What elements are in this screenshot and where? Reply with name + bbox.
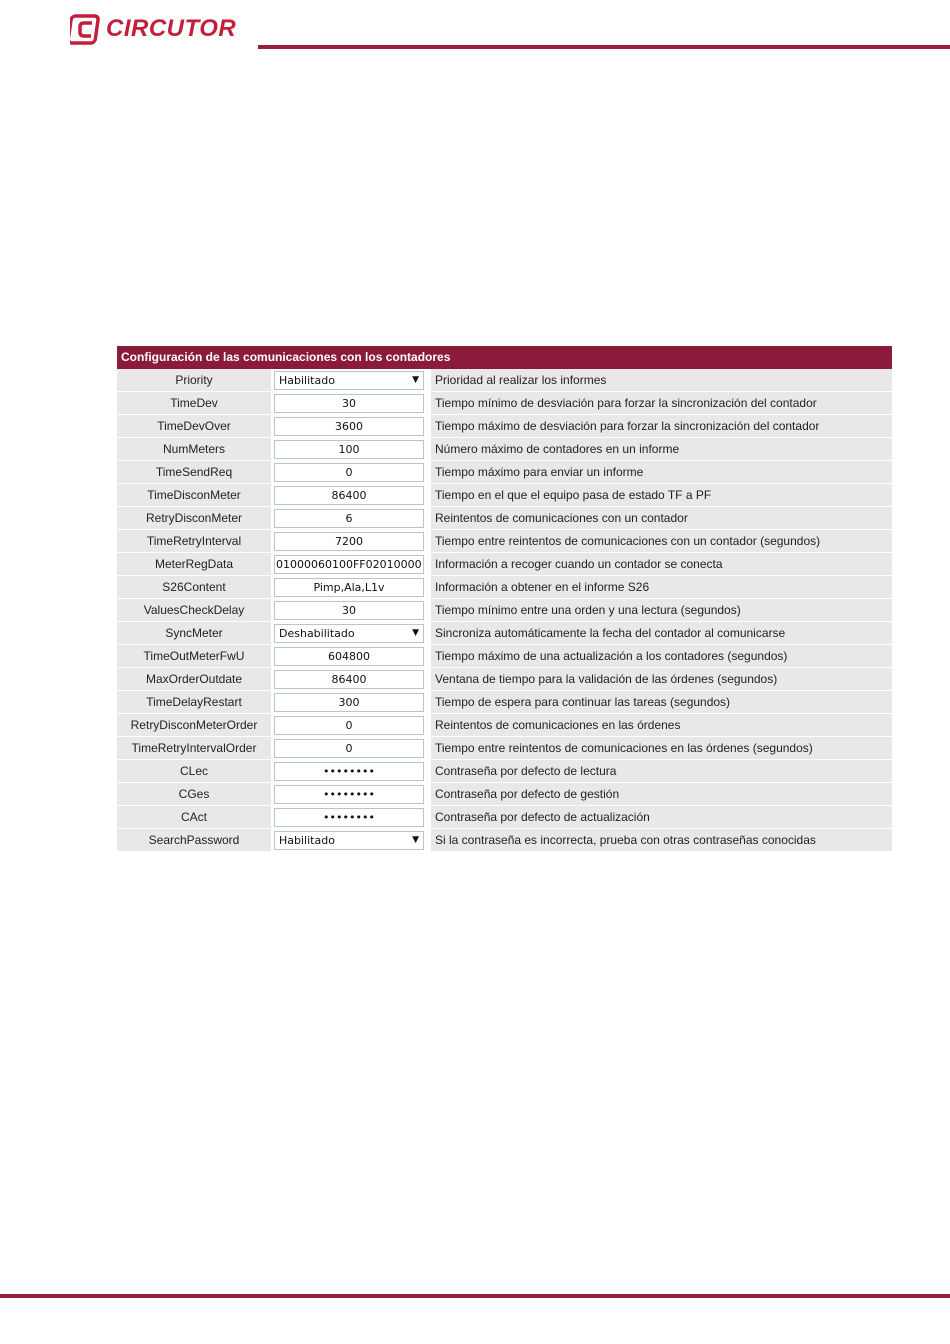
param-input-cell — [274, 461, 428, 484]
maxorderoutdate-input[interactable] — [274, 670, 424, 689]
searchpassword-select[interactable] — [274, 831, 424, 850]
param-label: MaxOrderOutdate — [117, 668, 271, 691]
param-input-cell — [274, 438, 428, 461]
param-input-cell — [274, 760, 428, 783]
config-row-timedisconmeter — [117, 484, 892, 507]
param-input-cell — [274, 484, 428, 507]
param-label: CLec — [117, 760, 271, 783]
nummeters-input[interactable] — [274, 440, 424, 459]
param-label: CGes — [117, 783, 271, 806]
clec-password-field[interactable] — [274, 762, 424, 781]
param-description: Tiempo de espera para continuar las tareas (segundos) — [431, 691, 892, 714]
meterregdata-input[interactable] — [274, 555, 424, 574]
param-input-cell — [274, 369, 428, 392]
config-row-priority — [117, 369, 892, 392]
config-row-retrydisconmeterorder — [117, 714, 892, 737]
param-input-cell — [274, 737, 428, 760]
config-row-s26content — [117, 576, 892, 599]
param-description: Ventana de tiempo para la validación de las órdenes (segundos) — [431, 668, 892, 691]
timedev-input[interactable] — [274, 394, 424, 413]
timeoutmeterfwu-input[interactable] — [274, 647, 424, 666]
panel-title: Configuración de las comunicaciones con los contadores — [117, 346, 892, 369]
param-description: Tiempo máximo para enviar un informe — [431, 461, 892, 484]
config-row-timedevover — [117, 415, 892, 438]
config-row-maxorderoutdate — [117, 668, 892, 691]
param-label: TimeDelayRestart — [117, 691, 271, 714]
param-description: Tiempo máximo de desviación para forzar la sincronización del contador — [431, 415, 892, 438]
footer-rule — [0, 1294, 950, 1298]
param-input-cell — [274, 714, 428, 737]
param-description: Información a recoger cuando un contador se conecta — [431, 553, 892, 576]
param-label: Priority — [117, 369, 271, 392]
brand-name: CIRCUTOR — [106, 15, 237, 42]
param-description: Información a obtener en el informe S26 — [431, 576, 892, 599]
param-description: Tiempo mínimo de desviación para forzar la sincronización del contador — [431, 392, 892, 415]
timedevover-input[interactable] — [274, 417, 424, 436]
param-label: MeterRegData — [117, 553, 271, 576]
config-row-clec — [117, 760, 892, 783]
dropdown-arrow-icon[interactable]: ▼ — [412, 375, 419, 385]
config-row-meterregdata — [117, 553, 892, 576]
param-input-cell — [274, 691, 428, 714]
param-description: Número máximo de contadores en un informe — [431, 438, 892, 461]
param-description: Tiempo en el que el equipo pasa de estado TF a PF — [431, 484, 892, 507]
param-input-cell — [274, 415, 428, 438]
select-value: Habilitado — [279, 834, 335, 847]
param-label: S26Content — [117, 576, 271, 599]
config-row-nummeters — [117, 438, 892, 461]
param-description: Si la contraseña es incorrecta, prueba con otras contraseñas conocidas — [431, 829, 892, 852]
param-input-cell — [274, 806, 428, 829]
circutor-logo — [70, 12, 236, 46]
retrydisconmeterorder-input[interactable] — [274, 716, 424, 735]
param-description: Sincroniza automáticamente la fecha del contador al comunicarse — [431, 622, 892, 645]
config-row-timedev — [117, 392, 892, 415]
valuescheckdelay-input[interactable] — [274, 601, 424, 620]
config-row-searchpassword — [117, 829, 892, 852]
config-row-timeretryinterval — [117, 530, 892, 553]
select-value: Deshabilitado — [279, 627, 355, 640]
config-row-timeretryintervalorder — [117, 737, 892, 760]
timeretryinterval-input[interactable] — [274, 532, 424, 551]
retrydisconmeter-input[interactable] — [274, 509, 424, 528]
cges-password-field[interactable] — [274, 785, 424, 804]
meter-communications-config-panel — [117, 346, 892, 852]
dropdown-arrow-icon[interactable]: ▼ — [412, 835, 419, 845]
param-description: Tiempo mínimo entre una orden y una lectura (segundos) — [431, 599, 892, 622]
syncmeter-select[interactable] — [274, 624, 424, 643]
param-description: Reintentos de comunicaciones en las órdenes — [431, 714, 892, 737]
config-row-cges — [117, 783, 892, 806]
param-label: TimeDev — [117, 392, 271, 415]
param-label: CAct — [117, 806, 271, 829]
param-label: SearchPassword — [117, 829, 271, 852]
param-description: Contraseña por defecto de actualización — [431, 806, 892, 829]
param-label: SyncMeter — [117, 622, 271, 645]
timedelayrestart-input[interactable] — [274, 693, 424, 712]
param-input-cell — [274, 530, 428, 553]
config-row-syncmeter — [117, 622, 892, 645]
param-input-cell — [274, 829, 428, 852]
param-description: Contraseña por defecto de lectura — [431, 760, 892, 783]
select-value: Habilitado — [279, 374, 335, 387]
config-row-valuescheckdelay — [117, 599, 892, 622]
param-label: RetryDisconMeterOrder — [117, 714, 271, 737]
param-label: ValuesCheckDelay — [117, 599, 271, 622]
param-input-cell — [274, 599, 428, 622]
header-rule — [258, 45, 950, 49]
param-label: NumMeters — [117, 438, 271, 461]
param-input-cell — [274, 783, 428, 806]
config-row-cact — [117, 806, 892, 829]
param-description: Tiempo máximo de una actualización a los contadores (segundos) — [431, 645, 892, 668]
config-row-timesendreq — [117, 461, 892, 484]
param-input-cell — [274, 507, 428, 530]
timeretryintervalorder-input[interactable] — [274, 739, 424, 758]
config-row-retrydisconmeter — [117, 507, 892, 530]
circutor-logo-icon — [70, 13, 102, 45]
param-description: Contraseña por defecto de gestión — [431, 783, 892, 806]
param-description: Tiempo entre reintentos de comunicaciones en las órdenes (segundos) — [431, 737, 892, 760]
param-label: RetryDisconMeter — [117, 507, 271, 530]
param-label: TimeRetryInterval — [117, 530, 271, 553]
param-description: Prioridad al realizar los informes — [431, 369, 892, 392]
config-row-timedelayrestart — [117, 691, 892, 714]
param-input-cell — [274, 622, 428, 645]
param-label: TimeDisconMeter — [117, 484, 271, 507]
config-row-timeoutmeterfwu — [117, 645, 892, 668]
timedisconmeter-input[interactable] — [274, 486, 424, 505]
param-label: TimeDevOver — [117, 415, 271, 438]
param-label: TimeOutMeterFwU — [117, 645, 271, 668]
timesendreq-input[interactable] — [274, 463, 424, 482]
dropdown-arrow-icon[interactable]: ▼ — [412, 628, 419, 638]
param-input-cell — [274, 576, 428, 599]
config-rows — [117, 369, 892, 852]
param-label: TimeRetryIntervalOrder — [117, 737, 271, 760]
param-label: TimeSendReq — [117, 461, 271, 484]
cact-password-field[interactable] — [274, 808, 424, 827]
param-input-cell — [274, 553, 428, 576]
param-input-cell — [274, 392, 428, 415]
param-input-cell — [274, 645, 428, 668]
priority-select[interactable] — [274, 371, 424, 390]
param-description: Tiempo entre reintentos de comunicaciones con un contador (segundos) — [431, 530, 892, 553]
s26content-input[interactable] — [274, 578, 424, 597]
param-input-cell — [274, 668, 428, 691]
param-description: Reintentos de comunicaciones con un contador — [431, 507, 892, 530]
